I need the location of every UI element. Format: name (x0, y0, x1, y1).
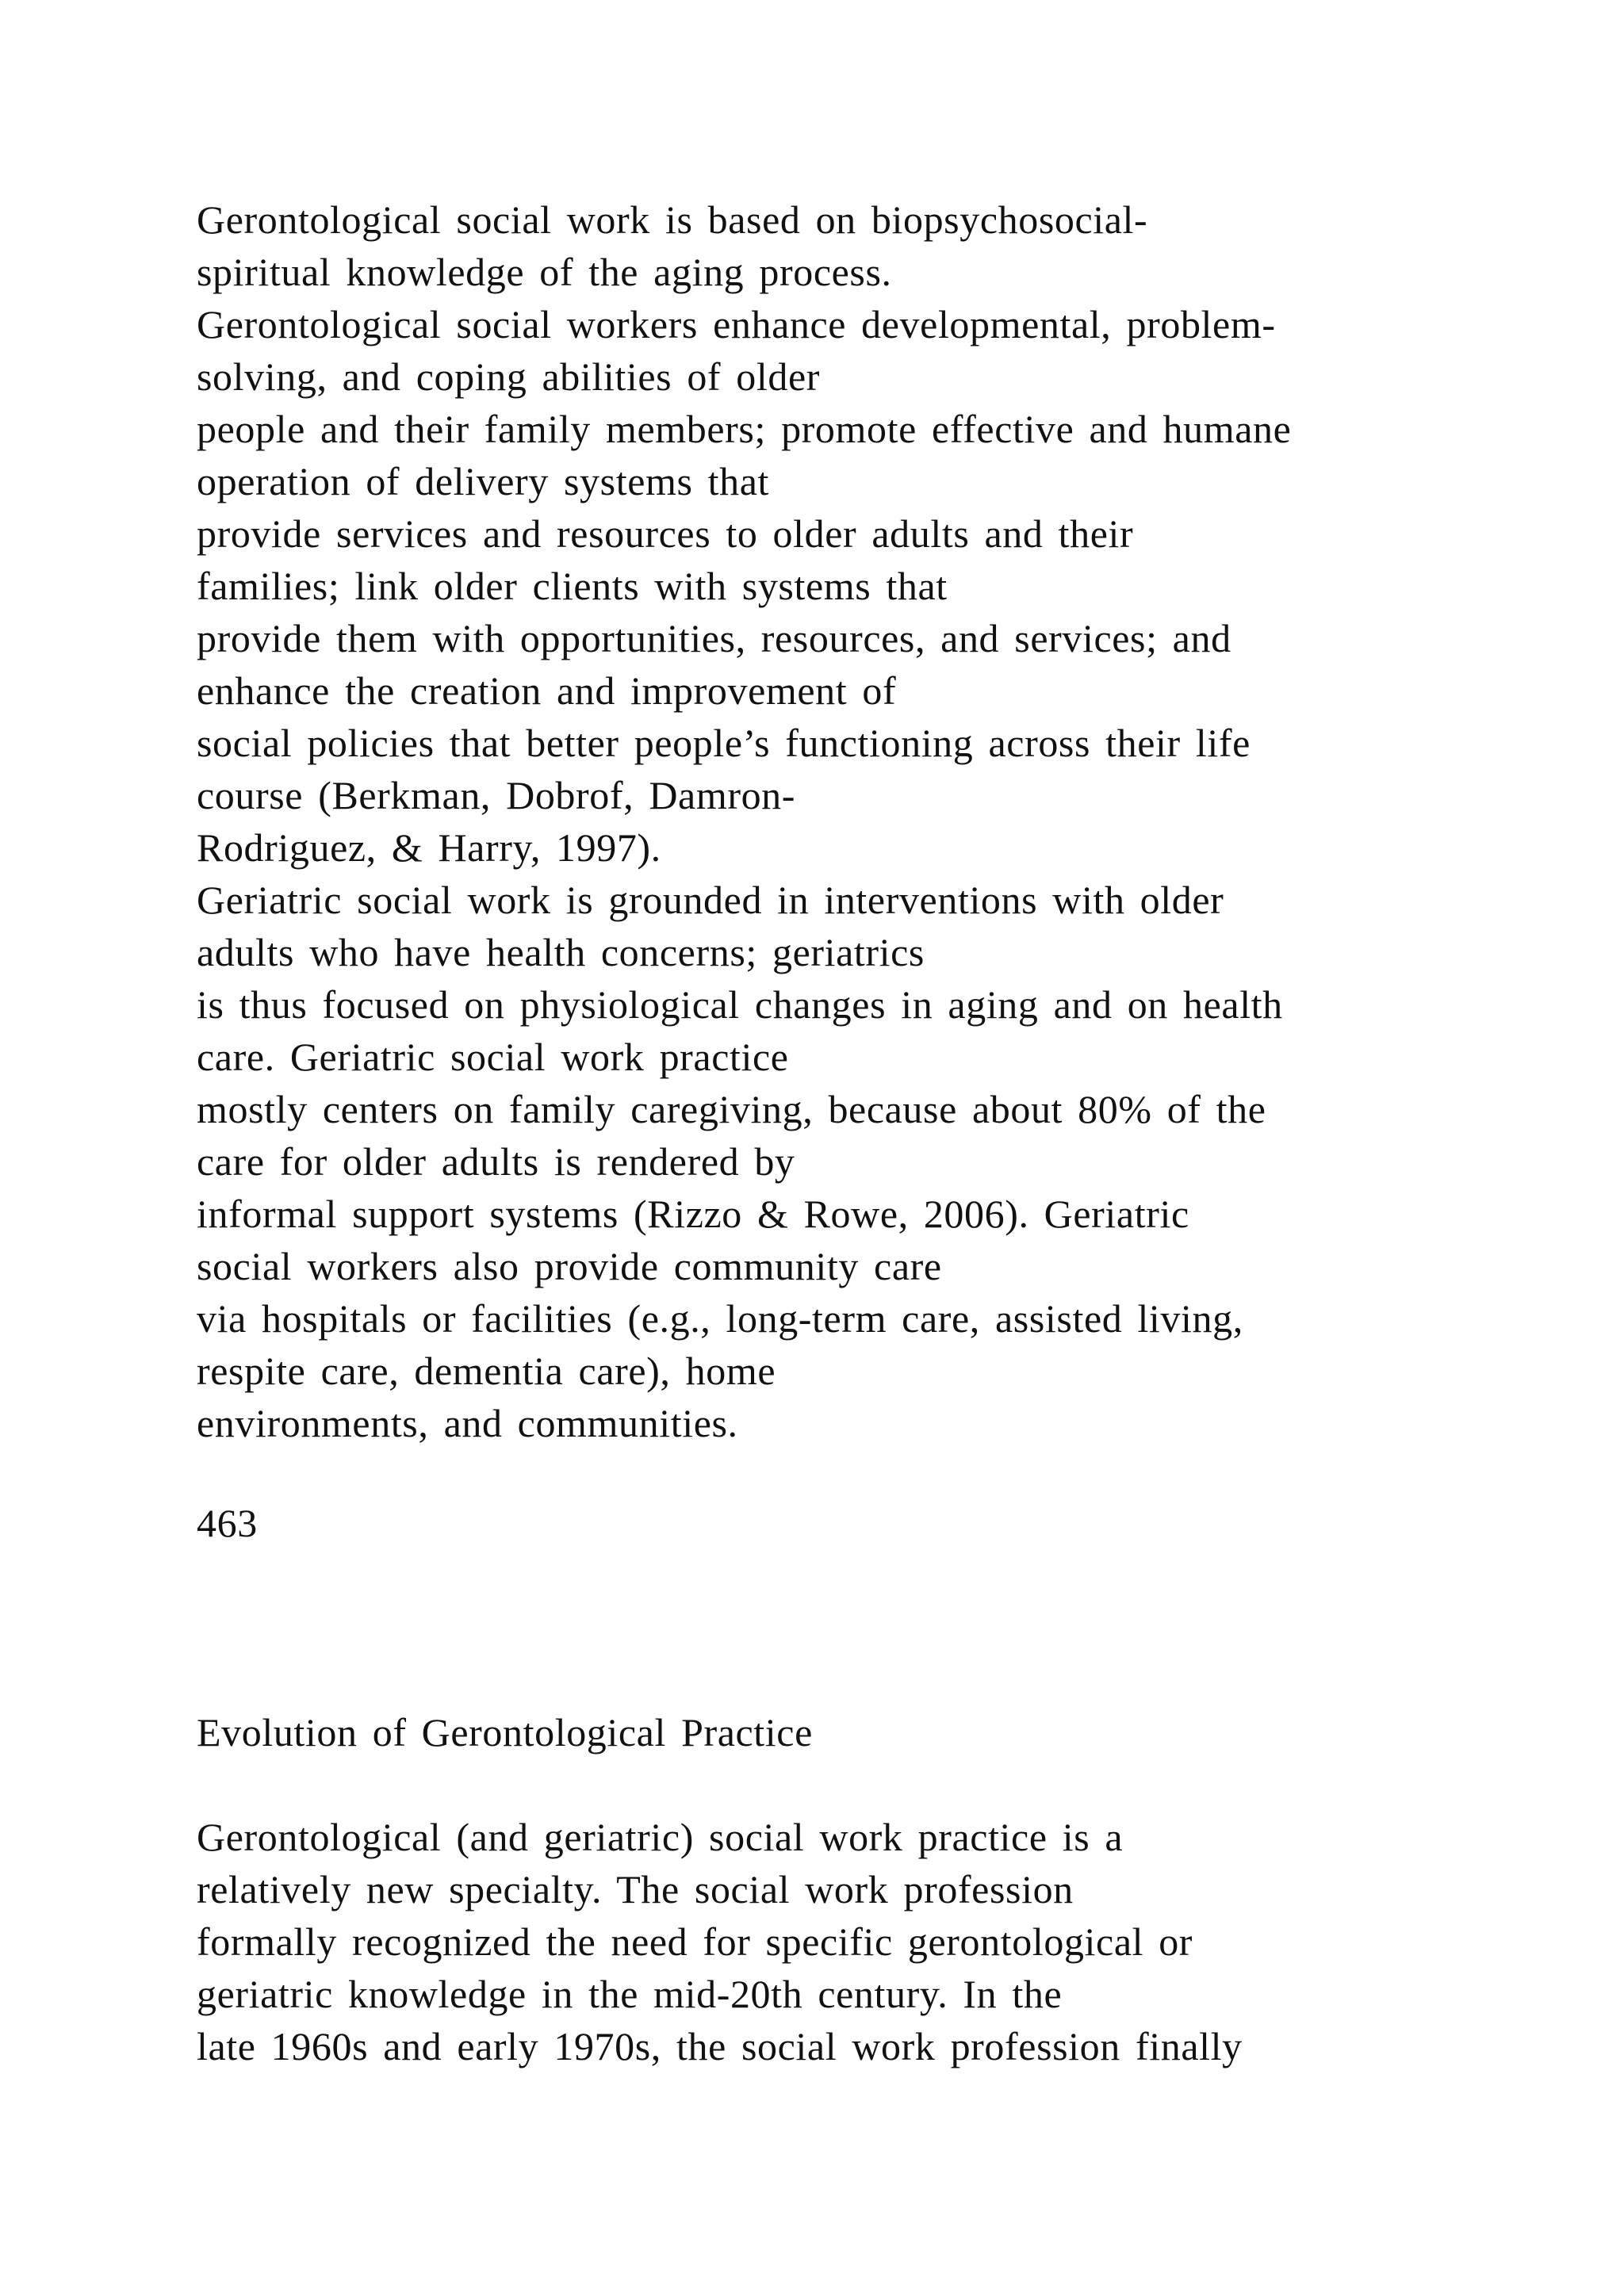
text-line: relatively new specialty. The social work profession (197, 1867, 1074, 1911)
section-heading-text: Evolution of Gerontological Practice (197, 1710, 813, 1755)
text-line: late 1960s and early 1970s, the social work profession finally (197, 2024, 1243, 2068)
text-line: course (Berkman, Dobrof, Damron- (197, 773, 796, 817)
paragraph-gerontological-social-work (197, 193, 1513, 1449)
text-line: spiritual knowledge of the aging process. (197, 250, 892, 294)
paragraph-evolution (197, 1811, 1513, 2072)
text-line: Gerontological (and geriatric) social work practice is a (197, 1815, 1124, 1859)
text-line: Rodriguez, & Harry, 1997). (197, 825, 661, 870)
text-line: social policies that better people’s functioning across their life (197, 721, 1251, 765)
text-line: is thus focused on physiological changes in aging and on health (197, 982, 1283, 1027)
page-number-text: 463 (197, 1501, 258, 1545)
text-line: environments, and communities. (197, 1401, 738, 1445)
text-line: via hospitals or facilities (e.g., long-term care, assisted living, (197, 1296, 1243, 1341)
page-number (197, 1497, 1513, 1549)
text-line: provide them with opportunities, resources, and services; and (197, 616, 1231, 660)
text-line: adults who have health concerns; geriatrics (197, 930, 925, 974)
text-line: solving, and coping abilities of older (197, 354, 821, 399)
text-line: Gerontological social work is based on biopsychosocial- (197, 197, 1148, 242)
text-line: Gerontological social workers enhance developmental, problem- (197, 302, 1276, 346)
text-line: respite care, dementia care), home (197, 1349, 776, 1393)
text-line: informal support systems (Rizzo & Rowe, 2006). Geriatric (197, 1192, 1189, 1236)
text-line: care for older adults is rendered by (197, 1139, 795, 1184)
text-line: provide services and resources to older adults and their (197, 511, 1134, 556)
text-line: care. Geriatric social work practice (197, 1035, 789, 1079)
text-line: formally recognized the need for specific gerontological or (197, 1919, 1193, 1964)
text-line: social workers also provide community care (197, 1244, 942, 1288)
text-line: families; link older clients with systems that (197, 564, 948, 608)
text-line: people and their family members; promote effective and humane (197, 407, 1292, 451)
text-line: geriatric knowledge in the mid-20th century. In the (197, 1972, 1063, 2016)
text-line: enhance the creation and improvement of (197, 668, 897, 713)
text-line: operation of delivery systems that (197, 459, 770, 503)
text-line: mostly centers on family caregiving, because about 80% of the (197, 1087, 1266, 1131)
text-line: Geriatric social work is grounded in interventions with older (197, 878, 1224, 922)
section-heading (197, 1706, 1513, 1758)
